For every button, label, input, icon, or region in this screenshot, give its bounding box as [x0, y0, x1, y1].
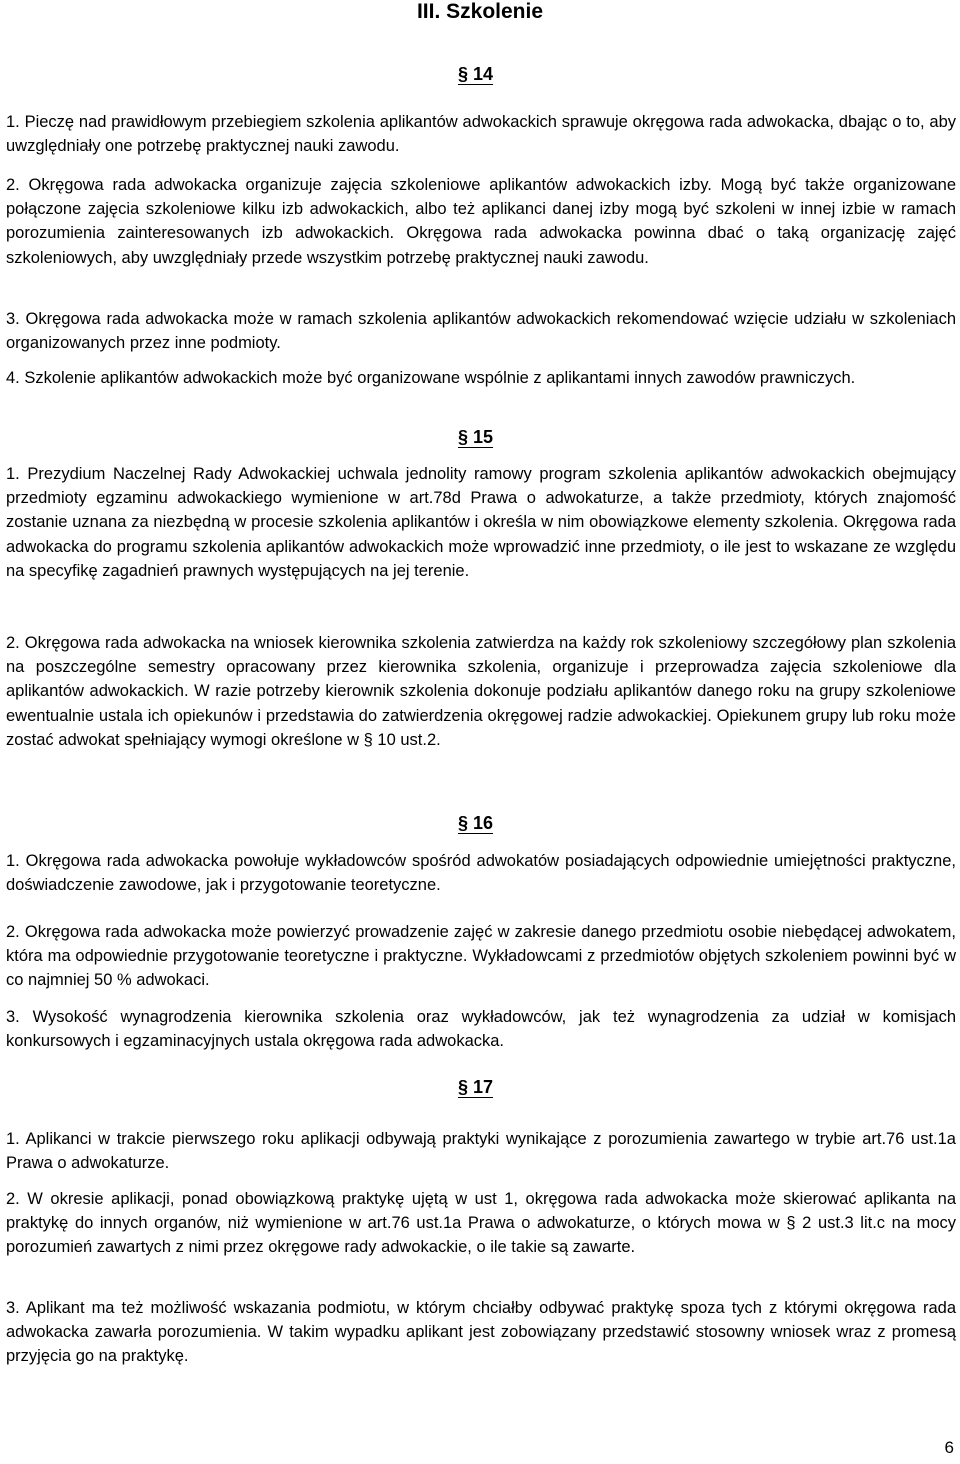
page-number: 6 [944, 1438, 954, 1457]
paragraph-16-2: 2. Okręgowa rada adwokacka może powierzyć prowadzenie zajęć w zakresie danego przedmiotu osobie niebędącej adwokatem, która ma odpowiednie przygotowanie teoretyczne i praktyczne. Wykładowcami z przedmiotów objętych szkoleniem powinni być w co najmniej 50 % adwokaci. [6, 923, 956, 990]
paragraph-17-2: 2. W okresie aplikacji, ponad obowiązkową praktykę ujętą w ust 1, okręgowa rada adwokacka może skierować aplikanta na praktykę do innych organów, niż wymienione w art.76 ust.1a Prawa o adwokaturze, o których mowa w § 2 ust.3 lit.c na mocy porozumień zawartych z nimi przez okręgowe rady adwokackie, o ile takie są zawarte. [6, 1190, 956, 1257]
section-heading-15: § 15 [458, 427, 494, 447]
paragraph-14-1: 1. Pieczę nad prawidłowym przebiegiem szkolenia aplikantów adwokackich sprawuje okręgowa rada adwokacka, dbając o to, aby uwzględniały one potrzebę praktycznej nauki zawodu. [6, 113, 956, 156]
paragraph-14-2: 2. Okręgowa rada adwokacka organizuje zajęcia szkoleniowe aplikantów adwokackich izby. Mogą być także organizowane połączone zajęcia szkoleniowe kilku izb adwokackich, albo też aplikanci danej izby mogą być szkoleni w innej izbie w ramach porozumienia zainteresowanych izb adwokackich. Okręgowa rada adwokacka powinna dbać o taką organizację zajęć szkoleniowych, aby uwzględniały przede wszystkim potrzebę praktycznej nauki zawodu. [6, 176, 956, 267]
paragraph-14-4: 4. Szkolenie aplikantów adwokackich może być organizowane wspólnie z aplikantami innych zawodów prawniczych. [6, 369, 856, 387]
paragraph-16-1: 1. Okręgowa rada adwokacka powołuje wykładowców spośród adwokatów posiadających odpowiednie umiejętności praktyczne, doświadczenie zawodowe, jak i przygotowanie teoretyczne. [6, 852, 956, 895]
paragraph-14-3: 3. Okręgowa rada adwokacka może w ramach szkolenia aplikantów adwokackich rekomendować wzięcie udziału w szkoleniach organizowanych przez inne podmioty. [6, 310, 956, 353]
section-heading-16: § 16 [458, 813, 494, 833]
section-heading-17: § 17 [458, 1077, 494, 1097]
section-heading-14: § 14 [458, 64, 494, 84]
chapter-title: III. Szkolenie [416, 0, 544, 23]
paragraph-17-1: 1. Aplikanci w trakcie pierwszego roku aplikacji odbywają praktyki wynikające z porozumienia zawartego w trybie art.76 ust.1a Prawa o adwokaturze. [6, 1130, 956, 1173]
paragraph-15-2: 2. Okręgowa rada adwokacka na wniosek kierownika szkolenia zatwierdza na każdy rok szkoleniowy szczegółowy plan szkolenia na poszczególne semestry opracowany przez kierownika szkolenia, organizuje i przeprowadza zajęcia szkoleniowe dla aplikantów adwokackich. W razie potrzeby kierownik szkolenia dokonuje podziału aplikantów danego roku na grupy szkoleniowe ewentualnie ustala ich opiekunów i przedstawia do zatwierdzenia okręgowej radzie adwokackiej. Opiekunem grupy lub roku może zostać adwokat spełniający wymogi określone w § 10 ust.2. [6, 634, 956, 749]
paragraph-17-3: 3. Aplikant ma też możliwość wskazania podmiotu, w którym chciałby odbywać praktykę spoza tych z którymi okręgowa rada adwokacka zawarła porozumienia. W takim wypadku aplikant jest zobowiązany przedstawić stosowny wniosek wraz z promesą przyjęcia go na praktykę. [6, 1299, 956, 1366]
paragraph-15-1: 1. Prezydium Naczelnej Rady Adwokackiej uchwala jednolity ramowy program szkolenia aplikantów adwokackich obejmujący przedmioty egzaminu adwokackiego wymienione w art.78d Prawa o adwokaturze, a także przedmioty, których znajomość zostanie uznana za niezbędną w procesie szkolenia aplikantów i określa w nim obowiązkowe elementy szkolenia. Okręgowa rada adwokacka do programu szkolenia aplikantów adwokackich może wprowadzić inne przedmioty, o ile jest to wskazane ze względu na specyfikę zagadnień prawnych występujących na jej terenie. [6, 465, 956, 580]
paragraph-16-3: 3. Wysokość wynagrodzenia kierownika szkolenia oraz wykładowców, jak też wynagrodzenia za udział w komisjach konkursowych i egzaminacyjnych ustala okręgowa rada adwokacka. [6, 1008, 956, 1051]
